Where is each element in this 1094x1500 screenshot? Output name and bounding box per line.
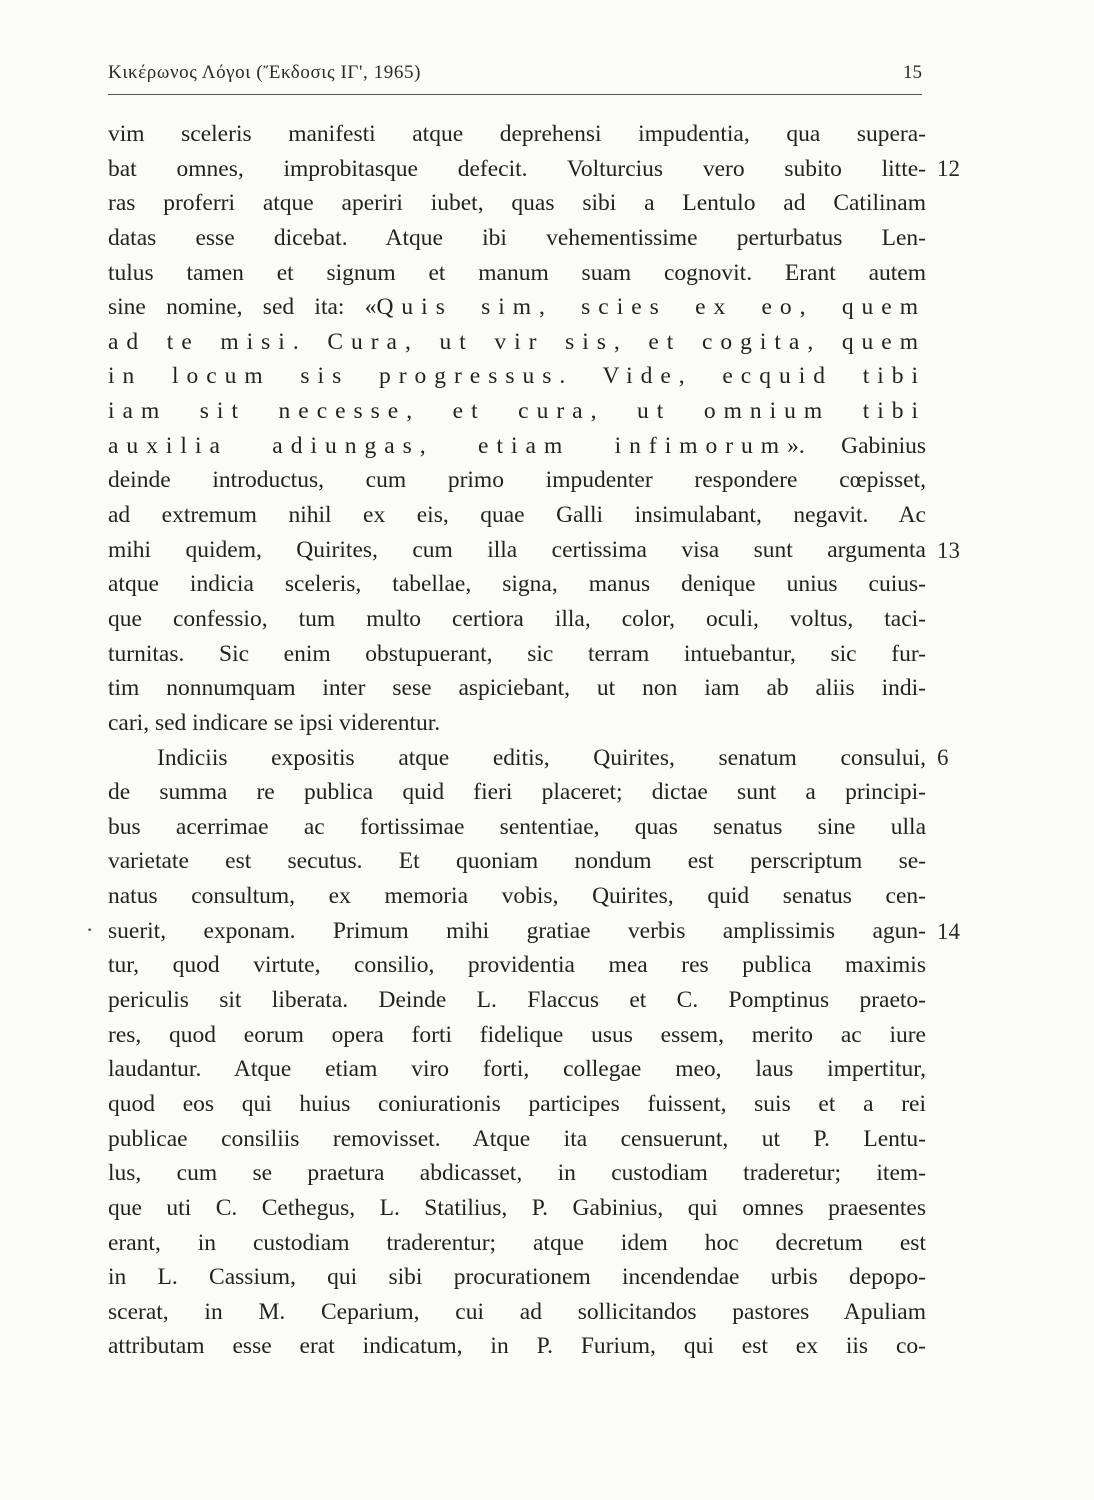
text-line: tur, quod virtute, consilio, providentia mea res publica maximis — [108, 952, 926, 979]
text-line: atque indicia sceleris, tabellae, signa, manus denique unius cuius- — [108, 571, 926, 598]
text-line: natus consultum, ex memoria vobis, Quirites, quid senatus cen- — [108, 883, 926, 910]
text-line: Indiciis expositis atque editis, Quirites, senatum consului, — [157, 744, 926, 771]
body-text — [108, 117, 926, 1364]
spaced-quote-line: ad te misi. Cura, ut vir sis, et cogita, quem — [108, 328, 926, 355]
margin-dot-mark: · — [86, 917, 94, 942]
spaced-quote-text: auxilia adiungas, etiam infimorum — [108, 432, 788, 459]
spaced-quote-line: in locum sis progressus. Vide, ecquid tibi — [108, 363, 926, 390]
margin-section-number: 14 — [937, 919, 960, 944]
text-line: erant, in custodiam traderentur; atque idem hoc decretum est — [108, 1229, 926, 1256]
text-line: ad extremum nihil ex eis, quae Galli insimulabant, negavit. Ac — [108, 502, 926, 529]
text-line: que uti C. Cethegus, L. Statilius, P. Gabinius, qui omnes praesentes — [108, 1194, 926, 1221]
text-line: lus, cum se praetura abdicasset, in custodiam traderetur; item- — [108, 1160, 926, 1187]
text-line: periculis sit liberata. Deinde L. Flaccus et C. Pomptinus praeto- — [108, 987, 926, 1014]
spaced-quote-line: iam sit necesse, et cura, ut omnium tibi — [108, 398, 926, 425]
text-line: cari, sed indicare se ipsi viderentur. — [108, 709, 441, 736]
text-line: res, quod eorum opera forti fidelique usus essem, merito ac iure — [108, 1021, 926, 1048]
text-line: datas esse dicebat. Atque ibi vehementissime perturbatus Len- — [108, 224, 926, 251]
text-segment: sine nomine, sed ita: « — [108, 294, 377, 321]
text-line: scerat, in M. Ceparium, cui ad sollicitandos pastores Apuliam — [108, 1298, 926, 1325]
text-line: suerit, exponam. Primum mihi gratiae verbis amplissimis agun- — [108, 917, 926, 944]
text-line: varietate est secutus. Et quoniam nondum est perscriptum se- — [108, 848, 926, 875]
header-title: Κικέρωνος Λόγοι (Ἔκδοσις ΙΓ', 1965) — [108, 62, 422, 83]
text-line: attributam esse erat indicatum, in P. Furium, qui est ex iis co- — [108, 1333, 926, 1360]
text-line: tulus tamen et signum et manum suam cognovit. Erant autem — [108, 259, 926, 286]
margin-chapter-number: 6 — [937, 745, 949, 770]
text-line: quod eos qui huius coniurationis participes fuissent, suis et a rei — [108, 1090, 926, 1117]
text-line: bus acerrimae ac fortissimae sententiae, quas senatus sine ulla — [108, 813, 926, 840]
text-line-mixed — [108, 290, 926, 325]
margin-section-number: 13 — [937, 538, 960, 563]
text-line: publicae consiliis removisset. Atque ita censuerunt, ut P. Lentu- — [108, 1125, 926, 1152]
text-line: que confessio, tum multo certiora illa, color, oculi, voltus, taci- — [108, 605, 926, 632]
text-segment: ». Gabinius — [787, 432, 926, 459]
text-line: turnitas. Sic enim obstupuerant, sic terram intuebantur, sic fur- — [108, 640, 926, 667]
margin-section-number: 12 — [937, 156, 960, 181]
text-line: mihi quidem, Quirites, cum illa certissima visa sunt argumenta — [108, 536, 926, 563]
text-line-mixed — [108, 429, 926, 464]
page-number: 15 — [903, 62, 922, 83]
text-line: ras proferri atque aperiri iubet, quas sibi a Lentulo ad Catilinam — [108, 190, 926, 217]
text-line: in L. Cassium, qui sibi procurationem incendendae urbis depopo- — [108, 1264, 926, 1291]
text-line: tim nonnumquam inter sese aspiciebant, ut non iam ab aliis indi- — [108, 675, 926, 702]
text-line: de summa re publica quid fieri placeret; dictae sunt a principi- — [108, 779, 926, 806]
text-line: laudantur. Atque etiam viro forti, collegae meo, laus impertitur, — [108, 1056, 926, 1083]
text-line: deinde introductus, cum primo impudenter respondere cœpisset, — [108, 467, 926, 494]
text-line: bat omnes, improbitasque defecit. Volturcius vero subito litte- — [108, 155, 926, 182]
running-header — [108, 62, 920, 92]
text-line: vim sceleris manifesti atque deprehensi impudentia, qua supera- — [108, 121, 926, 147]
spaced-quote-text: Quis sim, scies ex eo, quem — [376, 294, 926, 321]
header-rule — [108, 94, 922, 95]
